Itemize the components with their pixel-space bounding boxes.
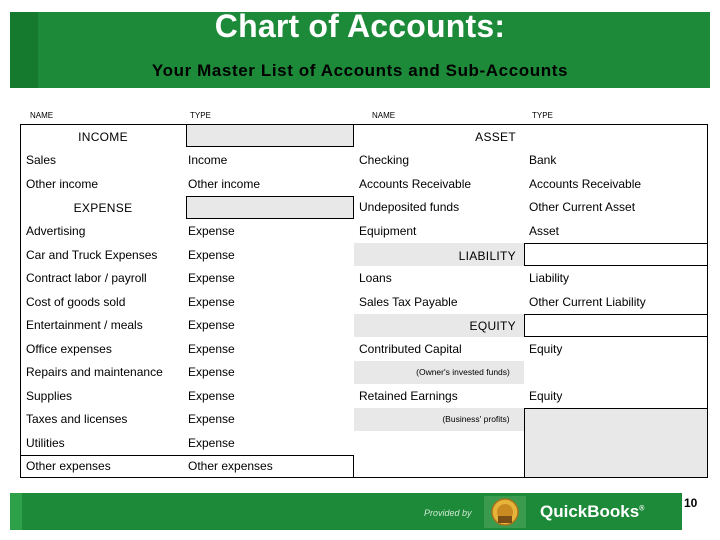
expense-row-name: Office expenses xyxy=(26,342,112,356)
liability-row-name: Loans xyxy=(359,271,392,285)
income-row-name: Sales xyxy=(26,153,57,167)
page-number: 10 xyxy=(684,496,698,510)
expense-row-type: Expense xyxy=(188,412,235,426)
equity-row-name: Contributed Capital xyxy=(359,342,462,356)
expense-row-name: Entertainment / meals xyxy=(26,318,143,332)
liability-row-type: Liability xyxy=(529,271,570,285)
equity-note: (Owner's invested funds) xyxy=(416,367,510,377)
expense-row-type: Expense xyxy=(188,224,235,238)
liability-row-type: Other Current Liability xyxy=(529,295,646,309)
expense-row-name: Advertising xyxy=(26,224,86,238)
expense-header-box xyxy=(186,196,354,219)
asset-row-type: Other Current Asset xyxy=(529,200,636,214)
quickbooks-logo-icon xyxy=(484,496,526,528)
expense-row-type: Expense xyxy=(188,389,235,403)
asset-row-name: Checking xyxy=(359,153,410,167)
expense-row-name: Other expenses xyxy=(26,459,111,473)
liability-header-box xyxy=(524,243,708,266)
page-subtitle: Your Master List of Accounts and Sub-Accounts xyxy=(151,61,569,80)
expense-row-name: Utilities xyxy=(26,436,65,450)
asset-row-name: Equipment xyxy=(359,224,417,238)
expense-row-type: Expense xyxy=(188,295,235,309)
expense-row-name: Cost of goods sold xyxy=(26,295,126,309)
asset-row-name: Accounts Receivable xyxy=(359,177,472,191)
col-header-left-name: NAME xyxy=(30,111,54,120)
expense-row-type: Expense xyxy=(188,436,235,450)
income-section-header: INCOME xyxy=(78,130,128,144)
equity-header-box xyxy=(524,314,708,337)
expense-row-name: Repairs and maintenance xyxy=(26,365,163,379)
registered-mark: ® xyxy=(639,505,645,513)
footer-stripe xyxy=(10,493,22,530)
expense-row-type: Other expenses xyxy=(188,459,273,473)
asset-row-name: Undeposited funds xyxy=(359,200,460,214)
expense-row-name: Supplies xyxy=(26,389,73,403)
col-header-right-type: TYPE xyxy=(532,111,553,120)
expense-row-type: Expense xyxy=(188,342,235,356)
expense-row-type: Expense xyxy=(188,365,235,379)
liability-section-header: LIABILITY xyxy=(458,249,516,263)
liability-row-name: Sales Tax Payable xyxy=(359,295,458,309)
asset-row-type: Bank xyxy=(529,153,557,167)
income-row-type: Other income xyxy=(188,177,261,191)
page-title: Chart of Accounts: xyxy=(214,8,506,44)
expense-row-type: Expense xyxy=(188,271,235,285)
asset-section-header: ASSET xyxy=(475,130,516,144)
provided-by-text: Provided by xyxy=(424,508,472,518)
brand-name: QuickBooks xyxy=(540,502,640,521)
asset-row-type: Asset xyxy=(529,224,560,238)
equity-note: (Business' profits) xyxy=(442,414,510,424)
equity-section-header: EQUITY xyxy=(469,319,516,333)
income-header-box xyxy=(186,124,354,147)
quickbooks-brand xyxy=(540,502,644,522)
expense-row-name: Car and Truck Expenses xyxy=(26,248,158,262)
equity-row-type: Equity xyxy=(529,342,563,356)
equity-row-type: Equity xyxy=(529,389,563,403)
expense-row-name: Contract labor / payroll xyxy=(26,271,147,285)
col-header-right-name: NAME xyxy=(372,111,396,120)
expense-row-type: Expense xyxy=(188,318,235,332)
col-header-left-type: TYPE xyxy=(190,111,211,120)
equity-row-name: Retained Earnings xyxy=(359,389,458,403)
income-row-type: Income xyxy=(188,153,228,167)
expense-section-header: EXPENSE xyxy=(73,201,133,215)
expense-row-name: Taxes and licenses xyxy=(26,412,128,426)
income-row-name: Other income xyxy=(26,177,99,191)
asset-row-type: Accounts Receivable xyxy=(529,177,642,191)
expense-row-type: Expense xyxy=(188,248,235,262)
